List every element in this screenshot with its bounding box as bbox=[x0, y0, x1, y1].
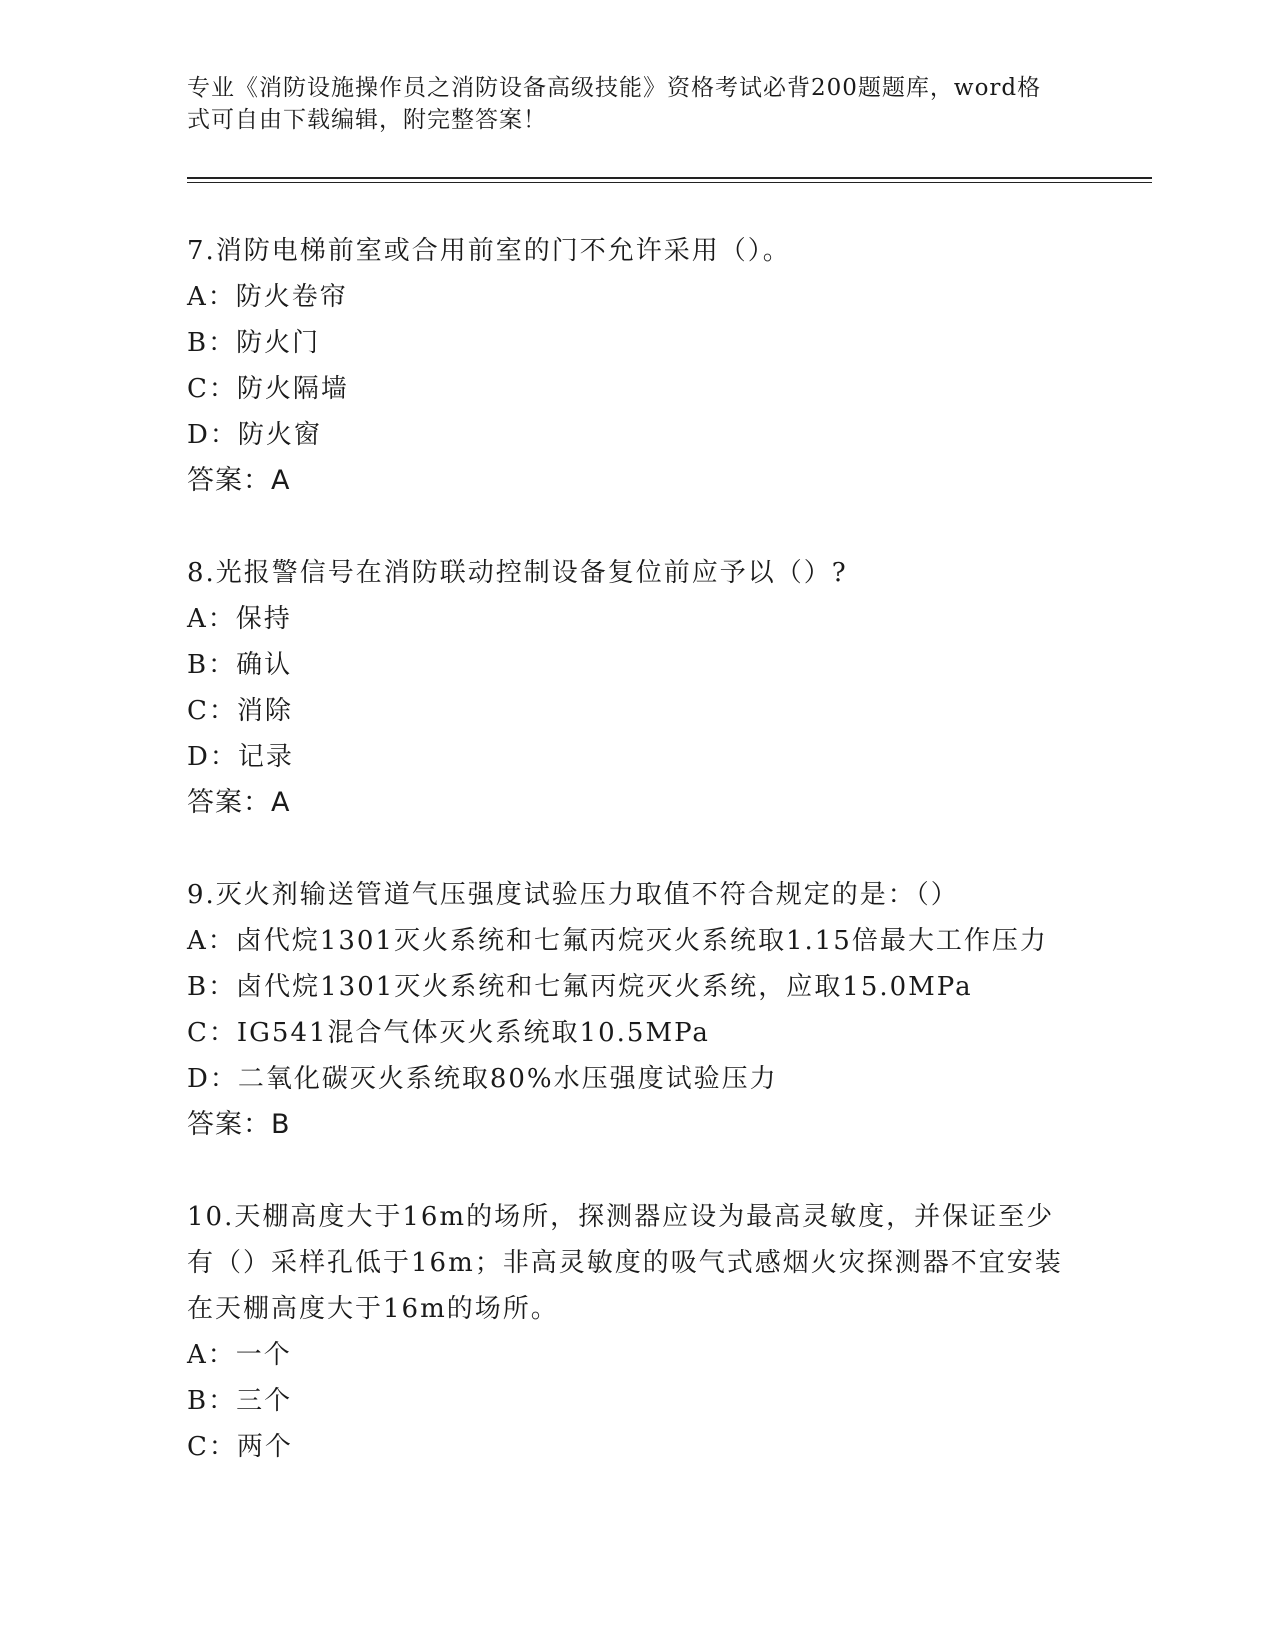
question-stem-line-1: 10.天棚高度大于16m的场所，探测器应设为最高灵敏度，并保证至少 bbox=[187, 1202, 1055, 1232]
answer: 答案：B bbox=[187, 1109, 291, 1140]
option-c: C：防火隔墙 bbox=[187, 374, 349, 404]
question-stem-line-3: 在天棚高度大于16m的场所。 bbox=[187, 1294, 559, 1324]
option-d: D：二氧化碳灭火系统取80%水压强度试验压力 bbox=[187, 1064, 778, 1094]
header-divider-thin bbox=[187, 182, 1152, 183]
option-a: A：保持 bbox=[187, 604, 292, 634]
answer: 答案：A bbox=[187, 465, 291, 496]
question-stem: 7.消防电梯前室或合用前室的门不允许采用（）。 bbox=[187, 236, 791, 266]
option-b: B：防火门 bbox=[187, 328, 321, 358]
question-stem: 8.光报警信号在消防联动控制设备复位前应予以（）? bbox=[187, 558, 848, 588]
option-a: A：卤代烷1301灭火系统和七氟丙烷灭火系统取1.15倍最大工作压力 bbox=[187, 926, 1048, 956]
option-c: C：两个 bbox=[187, 1432, 293, 1462]
question-9 bbox=[187, 872, 1087, 1148]
option-c: C：消除 bbox=[187, 696, 293, 726]
question-8 bbox=[187, 550, 1087, 826]
question-stem: 9.灭火剂输送管道气压强度试验压力取值不符合规定的是：（） bbox=[187, 880, 959, 910]
header-line-2: 式可自由下载编辑，附完整答案！ bbox=[187, 107, 547, 133]
option-b: B：三个 bbox=[187, 1386, 293, 1416]
question-10 bbox=[187, 1194, 1087, 1470]
document-header bbox=[187, 72, 1067, 136]
option-b: B：卤代烷1301灭火系统和七氟丙烷灭火系统，应取15.0MPa bbox=[187, 972, 973, 1002]
option-d: D：记录 bbox=[187, 742, 294, 772]
header-divider-thick bbox=[187, 177, 1152, 179]
option-c: C：IG541混合气体灭火系统取10.5MPa bbox=[187, 1018, 710, 1048]
answer: 答案：A bbox=[187, 787, 291, 818]
option-d: D：防火窗 bbox=[187, 420, 322, 450]
option-a: A：防火卷帘 bbox=[187, 282, 348, 312]
question-7 bbox=[187, 228, 1087, 504]
header-line-1: 专业《消防设施操作员之消防设备高级技能》资格考试必背200题题库，word格 bbox=[187, 75, 1042, 101]
option-a: A：一个 bbox=[187, 1340, 292, 1370]
question-stem-line-2: 有（）采样孔低于16m；非高灵敏度的吸气式感烟火灾探测器不宜安装 bbox=[187, 1248, 1063, 1278]
option-b: B：确认 bbox=[187, 650, 293, 680]
